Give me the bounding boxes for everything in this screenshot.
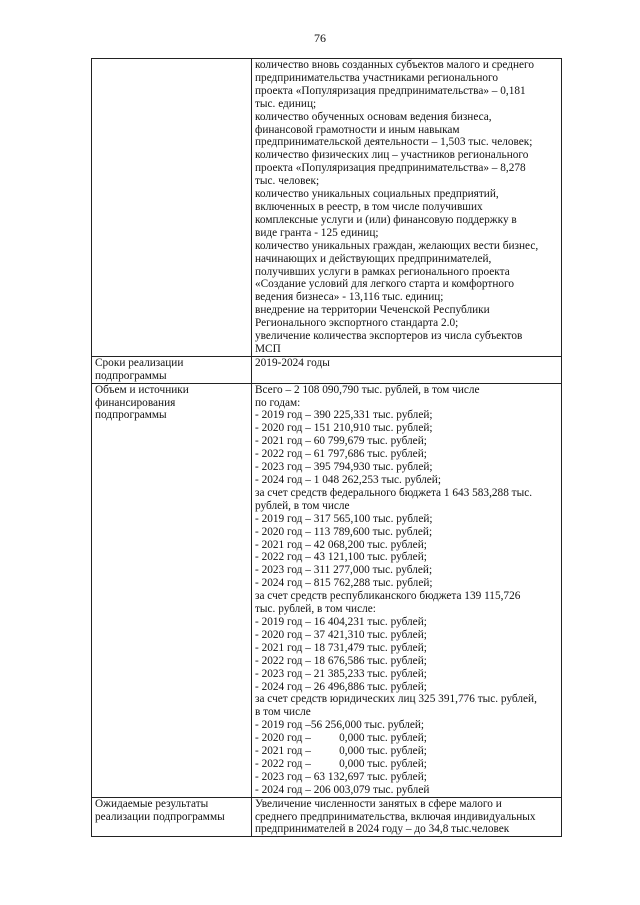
content-line: - 2020 год – 37 421,310 тыс. рублей; [255, 628, 427, 641]
content-line: - 2023 год – 395 794,930 тыс. рублей; [255, 461, 433, 474]
content-line: количество физических лиц – участников регионального [255, 149, 529, 162]
content-line: начинающих и действующих предпринимателей, [255, 252, 492, 265]
subprogram-passport-table [91, 58, 562, 837]
content-line: проекта «Популяризация предпринимательства» – 8,278 [255, 162, 526, 175]
content-line: МСП [255, 342, 281, 355]
content-line: ведения бизнеса» - 13,116 тыс. единиц; [255, 291, 444, 304]
indicators-row [92, 59, 562, 357]
content-line: по годам: [255, 396, 301, 409]
content-line: - 2021 год – 60 799,679 тыс. рублей; [255, 435, 427, 448]
content-line: предпринимательства участниками регионального [255, 71, 499, 84]
content-line: - 2022 год – 61 797,686 тыс. рублей; [255, 448, 427, 461]
content-line: - 2023 год – 63 132,697 тыс. рублей; [255, 770, 427, 783]
row-label-cell [92, 356, 252, 383]
content-line: внедрение на территории Чеченской Республики [255, 304, 490, 317]
content-line: среднего предпринимательства, включая индивидуальных [255, 810, 536, 823]
content-line: предпринимателей в 2024 году – до 34,8 тыс.человек [255, 823, 510, 836]
row-content-cell [252, 356, 562, 383]
content-line: за счет средств федерального бюджета 1 643 583,288 тыс. [255, 486, 533, 499]
row-label-cell [92, 59, 252, 357]
expected-results-row [92, 797, 562, 837]
content-line: количество обученных основам ведения бизнеса, [255, 110, 492, 123]
content-line: - 2022 год – 18 676,586 тыс. рублей; [255, 654, 427, 667]
content-line: - 2024 год – 815 762,288 тыс. рублей; [255, 577, 433, 590]
content-line: - 2023 год – 311 277,000 тыс. рублей; [255, 564, 433, 577]
content-line: - 2022 год – 43 121,100 тыс. рублей; [255, 551, 427, 564]
label-line: реализации подпрограммы [95, 810, 225, 823]
content-line: количество уникальных социальных предприятий, [255, 188, 499, 201]
content-line: тыс. человек; [255, 175, 320, 188]
content-line: - 2024 год – 26 496,886 тыс. рублей; [255, 680, 427, 693]
content-line: за счет средств республиканского бюджета 139 115,726 [255, 590, 521, 603]
financing-row [92, 383, 562, 797]
content-line: - 2019 год – 317 565,100 тыс. рублей; [255, 512, 433, 525]
content-line: получивших услуги в рамках регионального проекта [255, 265, 510, 278]
content-line: - 2019 год – 16 404,231 тыс. рублей; [255, 615, 427, 628]
label-line: Сроки реализации [95, 356, 184, 369]
content-line: - 2020 год – 151 210,910 тыс. рублей; [255, 422, 433, 435]
content-line: количество уникальных граждан, желающих вести бизнес, [255, 239, 539, 252]
row-content-cell [252, 383, 562, 797]
content-line: - 2022 год – 0,000 тыс. рублей; [255, 757, 427, 770]
label-line: Объем и источники [95, 383, 189, 396]
content-line: - 2024 год – 206 003,079 тыс. рублей [255, 783, 430, 796]
label-line: финансирования [95, 396, 176, 409]
page-number: 76 [314, 31, 326, 45]
row-label-cell [92, 797, 252, 837]
content-line: тыс. рублей, в том числе: [255, 603, 376, 616]
row-label-cell [92, 383, 252, 797]
row-content-cell [252, 59, 562, 357]
label-line: Ожидаемые результаты [95, 797, 209, 810]
content-line: количество вновь созданных субъектов малого и среднего [255, 59, 535, 71]
content-line: Регионального экспортного стандарта 2.0; [255, 317, 459, 330]
content-line: в том числе [255, 706, 311, 719]
content-line: Всего – 2 108 090,790 тыс. рублей, в том числе [255, 383, 480, 396]
content-line: - 2019 год – 390 225,331 тыс. рублей; [255, 409, 433, 422]
content-line: за счет средств юридических лиц 325 391,776 тыс. рублей, [255, 693, 537, 706]
content-line: Увеличение численности занятых в сфере малого и [255, 797, 502, 810]
content-line: «Создание условий для легкого старта и комфортного [255, 278, 515, 291]
content-line: включенных в реестр, в том числе получивших [255, 200, 483, 213]
content-line: виде гранта - 125 единиц; [255, 226, 379, 239]
content-line: - 2023 год – 21 385,233 тыс. рублей; [255, 667, 427, 680]
content-line: - 2020 год – 113 789,600 тыс. рублей; [255, 525, 433, 538]
content-line: - 2020 год – 0,000 тыс. рублей; [255, 732, 427, 745]
content-line: тыс. единиц; [255, 97, 317, 110]
row-content-cell [252, 797, 562, 837]
content-line: - 2021 год – 18 731,479 тыс. рублей; [255, 641, 427, 654]
content-line: проекта «Популяризация предпринимательства» – 0,181 [255, 84, 526, 97]
content-line: - 2019 год –56 256,000 тыс. рублей; [255, 719, 425, 732]
content-line: - 2021 год – 0,000 тыс. рублей; [255, 745, 427, 758]
content-line: увеличение количества экспортеров из числа субъектов [255, 330, 523, 343]
content-line: комплексные услуги и (или) финансовую поддержку в [255, 213, 517, 226]
label-line: подпрограммы [95, 369, 167, 382]
content-line: - 2024 год – 1 048 262,253 тыс. рублей; [255, 474, 441, 486]
label-line: подпрограммы [95, 409, 167, 422]
content-line: предпринимательской деятельности – 1,503 тыс. человек; [255, 136, 533, 149]
content-line: финансовой грамотности и иным навыкам [255, 123, 460, 136]
implementation-period-row [92, 356, 562, 383]
content-line: 2019-2024 годы [255, 356, 330, 369]
content-line: - 2021 год – 42 068,200 тыс. рублей; [255, 538, 427, 551]
content-line: рублей, в том числе [255, 499, 350, 512]
